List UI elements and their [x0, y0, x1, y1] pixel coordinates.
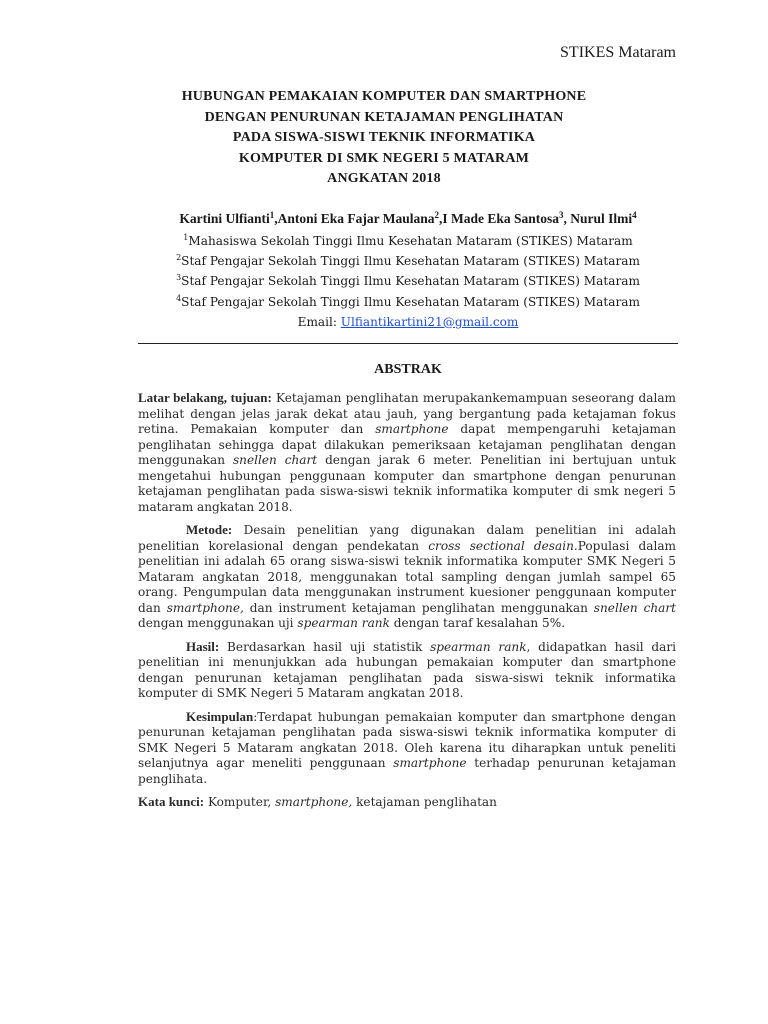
- author-sup: 1: [269, 210, 275, 220]
- text-run: dengan menggunakan uji: [138, 616, 298, 630]
- affiliation-text: Staf Pengajar Sekolah Tinggi Ilmu Kesehatan Mataram (STIKES) Mataram: [181, 294, 640, 309]
- email-link[interactable]: Ulfiantikartini21@gmail.com: [340, 314, 519, 329]
- affiliation-sup: 1: [183, 233, 189, 242]
- author-name: Kartini Ulfianti: [179, 211, 270, 226]
- affiliation-sup: 2: [176, 253, 182, 263]
- affiliation-sup: 4: [176, 293, 182, 303]
- text-run: Ketajaman penglihatan merupakankemampuan seseorang dalam melihat dengan jelas jarak dekat atau jauh, yang bergantung pada ketajaman fokus retina. Pemakaian komputer dan: [138, 391, 676, 436]
- title-line: DENGAN PENURUNAN KETAJAMAN PENGLIHATAN: [204, 109, 564, 125]
- affiliation-text: Staf Pengajar Sekolah Tinggi Ilmu Kesehatan Mataram (STIKES) Mataram: [181, 254, 640, 269]
- text-run: Komputer,: [204, 795, 276, 809]
- affiliation-line: [0, 271, 768, 291]
- author-sup: 3: [559, 210, 564, 220]
- text-run: Berdasarkan hasil uji statistik: [219, 639, 431, 654]
- title-line: HUBUNGAN PEMAKAIAN KOMPUTER DAN SMARTPHONE: [181, 89, 587, 104]
- affiliation-line: [0, 231, 768, 251]
- abstract-heading: ABSTRAK: [374, 362, 442, 377]
- author-name: ,I Made Eka Santosa: [438, 211, 560, 226]
- italic-run: smartphone,: [275, 795, 353, 809]
- institution-header: STIKES Mataram: [560, 44, 676, 61]
- author-name: ,Antoni Eka Fajar Maulana: [274, 211, 435, 226]
- italic-run: cross sectional desain.: [428, 538, 578, 553]
- italic-run: snellen chart: [232, 453, 318, 467]
- italic-run: smartphone: [375, 422, 449, 436]
- text-run: dan instrument ketajaman penglihatan menggunakan: [243, 600, 594, 615]
- italic-run: smartphone,: [166, 600, 244, 615]
- text-run: Populasi dalam penelitian ini adalah 65 orang siswa-siswi teknik informatika komputer SMK Negeri 5 Mataram angkatan 2018, menggunakan total sampling dengan jumlah sampel 65 orang. Pengumpulan data menggunakan instrument kuesioner penggunaan komputer dan: [138, 538, 677, 615]
- keywords: [138, 794, 676, 811]
- text-run: Desain penelitian yang digunakan dalam penelitian ini adalah penelitian korelasional dengan pendekatan: [138, 523, 676, 553]
- italic-run: spearman rank: [430, 639, 527, 654]
- text-run: dengan taraf kesalahan 5%.: [389, 616, 566, 630]
- background-lead: Latar belakang, tujuan:: [138, 390, 272, 405]
- email-line: [0, 312, 768, 332]
- author-sup: 4: [632, 210, 637, 220]
- affiliation-text: Mahasiswa Sekolah Tinggi Ilmu Kesehatan Mataram (STIKES) Mataram: [188, 234, 633, 248]
- text-run: , didapatkan hasil dari penelitian ini menunjukkan ada hubungan pemakaian komputer dan smartphone dengan penurunan ketajaman penglihatan pada siswa-siswi teknik informatika komputer di SMK Negeri 5 Mataram angkatan 2018.: [138, 639, 676, 700]
- affiliation-line: [0, 292, 768, 312]
- author-sup: 2: [434, 210, 439, 220]
- text-run: :Terdapat hubungan pemakaian komputer dan smartphone dengan penurunan ketajaman penglihatan pada siswa-siswi teknik informatika komputer di SMK Negeri 5 Mataram angkatan 2018. Oleh karena itu diharapkan untuk peneliti selanjutnya agar meneliti penggunaan: [138, 709, 676, 770]
- italic-run: spearman rank: [297, 616, 390, 630]
- affiliation-text: Staf Pengajar Sekolah Tinggi Ilmu Kesehatan Mataram (STIKES) Mataram: [181, 274, 640, 289]
- affiliation-list: [0, 231, 768, 332]
- abstract-result: [138, 639, 676, 702]
- abstract-conclusion: [138, 709, 676, 788]
- affiliation-sup: 3: [176, 273, 182, 283]
- author-list: [0, 211, 768, 227]
- title-line: ANGKATAN 2018: [327, 171, 441, 186]
- conclusion-lead: Kesimpulan: [186, 708, 254, 724]
- text-run: dengan jarak 6 meter. Penelitian ini bertujuan untuk mengetahui hubungan penggunaan komputer dan smartphone dengan penurunan ketajaman penglihatan pada siswa-siswi teknik informatika komputer di smk negeri 5 mataram angkatan 2018.: [138, 453, 677, 514]
- italic-run: smartphone: [393, 756, 467, 770]
- email-label: Email:: [297, 314, 341, 329]
- title-line: PADA SISWA-SISWI TEKNIK INFORMATIKA: [232, 130, 536, 145]
- result-lead: Hasil:: [186, 638, 220, 654]
- title-line: KOMPUTER DI SMK NEGERI 5 MATARAM: [238, 150, 530, 166]
- author-name: , Nurul Ilmi: [563, 211, 633, 226]
- text-run: dapat mempengaruhi ketajaman penglihatan sehingga dapat dilakukan pemeriksaan ketajaman penglihatan dengan menggunakan: [138, 422, 676, 467]
- keywords-lead: Kata kunci:: [138, 794, 205, 809]
- text-run: terhadap penurunan ketajaman penglihata.: [138, 756, 676, 786]
- abstract-body: [138, 390, 676, 818]
- text-run: ketajaman penglihatan: [352, 795, 497, 809]
- affiliation-line: [0, 251, 768, 271]
- method-lead: Metode:: [186, 522, 233, 537]
- abstract-background: [138, 390, 676, 515]
- abstract-method: [138, 522, 676, 632]
- divider: [138, 343, 678, 344]
- paper-title: [0, 87, 768, 190]
- italic-run: snellen chart: [593, 600, 676, 615]
